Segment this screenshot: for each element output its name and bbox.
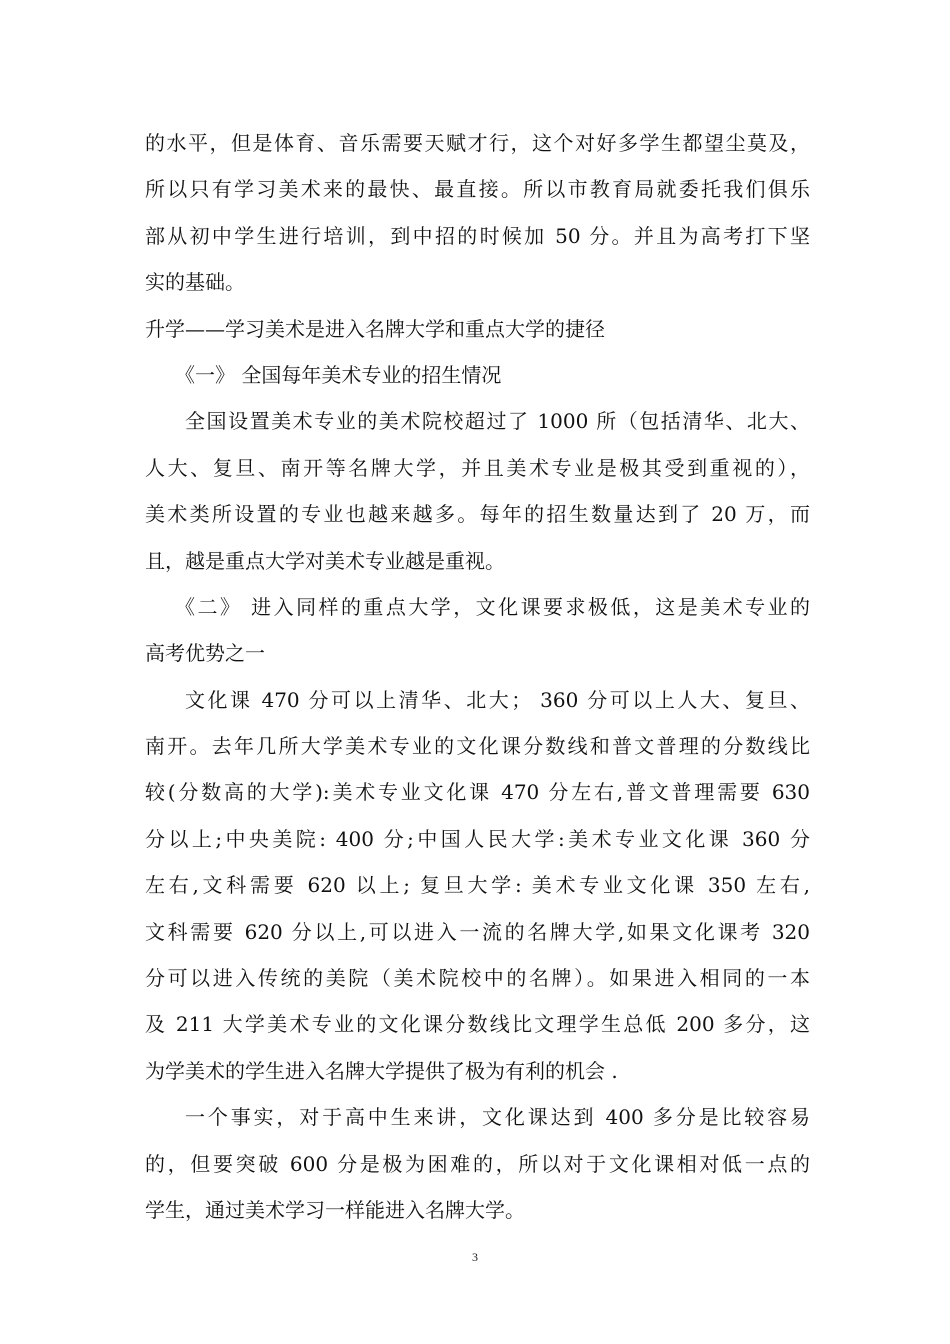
paragraph-line: 为学美术的学生进入名牌大学提供了极为有利的机会 .	[145, 1058, 618, 1083]
paragraph-line: 且，越是重点大学对美术专业越是重视。	[145, 548, 505, 573]
paragraph-line: 学生，通过美术学习一样能进入名牌大学。	[145, 1197, 525, 1222]
paragraph-line: 分可以进入传统的美院（美术院校中的名牌）。如果进入相同的一本	[145, 966, 810, 991]
paragraph-line: 的水平，但是体育、音乐需要天赋才行，这个对好多学生都望尘莫及，	[145, 131, 810, 155]
paragraph-line: 人大、复旦、南开等名牌大学，并且美术专业是极其受到重视的），	[145, 455, 810, 480]
paragraph-line: 实的基础。	[145, 270, 245, 295]
subsection-heading: 《一》 全国每年美术专业的招生情况	[175, 362, 502, 387]
paragraph-line: 全国设置美术专业的美术院校超过了 1000 所（包括清华、北大、	[185, 409, 810, 434]
subsection-heading-cont: 高考优势之一	[145, 641, 265, 666]
paragraph-line: 左右,文科需要 620 以上; 复旦大学: 美术专业文化课 350 左右,	[145, 873, 810, 898]
paragraph-line: 一个事实，对于高中生来讲，文化课达到 400 多分是比较容易	[185, 1105, 810, 1130]
section-heading: 升学——学习美术是进入名牌大学和重点大学的捷径	[145, 316, 605, 341]
paragraph-line: 分以上;中央美院: 400 分;中国人民大学:美术专业文化课 360 分	[145, 826, 810, 851]
subsection-heading: 《二》 进入同样的重点大学，文化课要求极低，这是美术专业的	[175, 594, 810, 619]
paragraph-line: 文科需要 620 分以上,可以进入一流的名牌大学,如果文化课考 320	[145, 919, 810, 944]
paragraph-line: 南开。去年几所大学美术专业的文化课分数线和普文普理的分数线比	[145, 734, 810, 759]
paragraph-line: 文化课 470 分可以上清华、北大； 360 分可以上人大、复旦、	[185, 687, 810, 712]
body-text	[145, 120, 810, 1233]
paragraph-line: 所以只有学习美术来的最快、最直接。所以市教育局就委托我们俱乐	[145, 177, 810, 202]
paragraph-line: 美术类所设置的专业也越来越多。每年的招生数量达到了 20 万，而	[145, 502, 810, 527]
paragraph-line: 及 211 大学美术专业的文化课分数线比文理学生总低 200 多分，这	[145, 1012, 810, 1037]
paragraph-line: 部从初中学生进行培训，到中招的时候加 50 分。并且为高考打下坚	[145, 223, 810, 248]
paragraph-line: 的，但要突破 600 分是极为困难的，所以对于文化课相对低一点的	[145, 1151, 810, 1176]
paragraph-line: 较(分数高的大学):美术专业文化课 470 分左右,普文普理需要 630	[145, 780, 810, 805]
page-number: 3	[472, 1250, 478, 1264]
